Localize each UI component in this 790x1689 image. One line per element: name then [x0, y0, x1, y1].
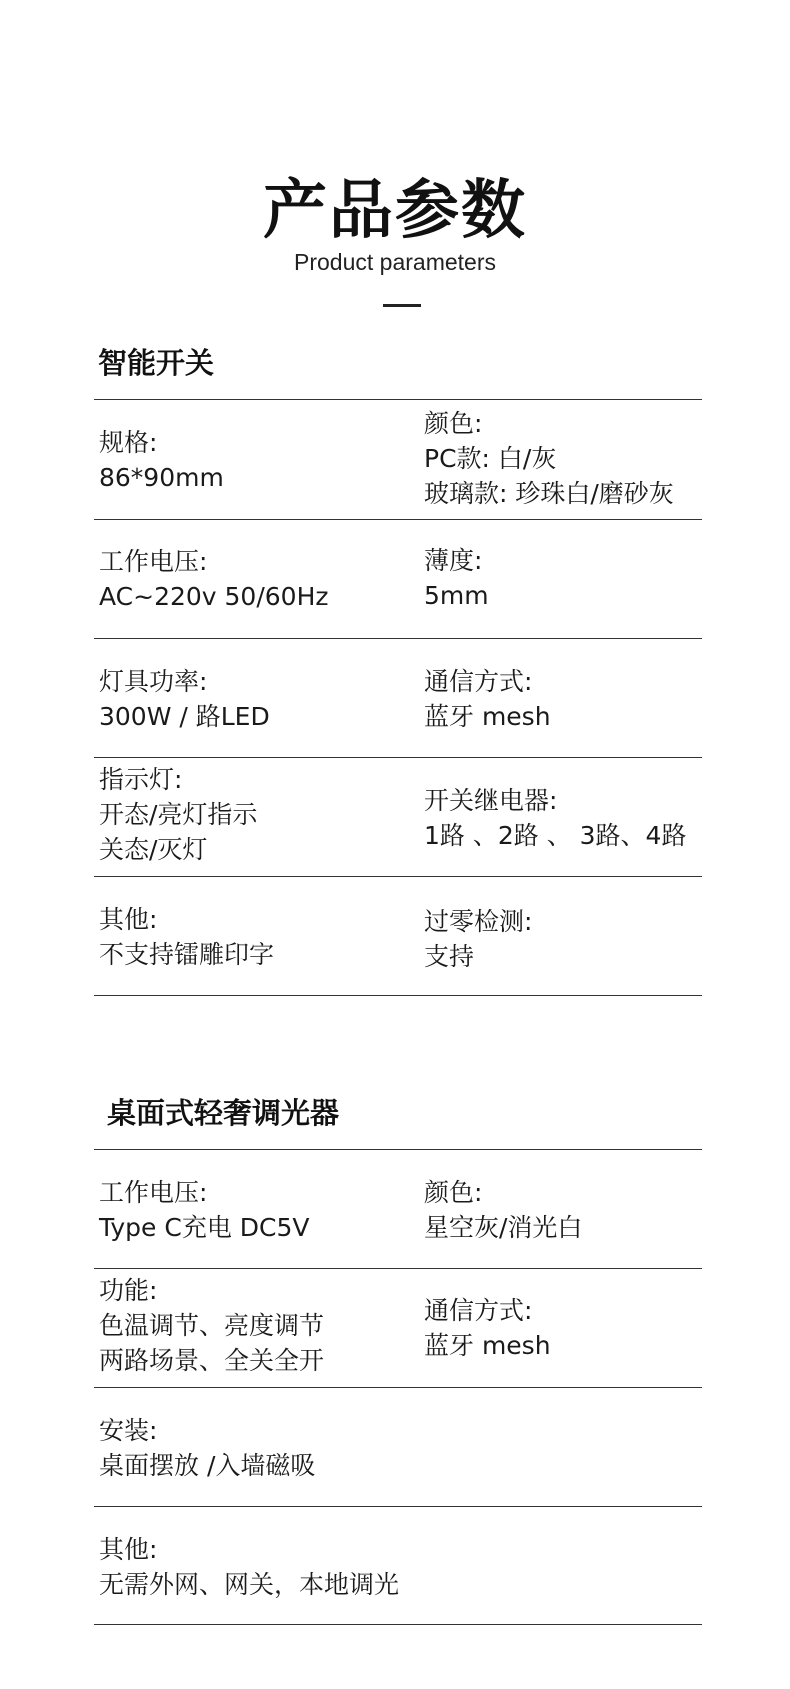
page-title: 产品参数	[263, 174, 527, 248]
spec-value: 关态/灭灯	[99, 835, 208, 864]
spec-label: 其他:	[99, 1535, 158, 1564]
table-divider	[94, 995, 702, 996]
spec-label: 其他:	[99, 905, 158, 934]
spec-cell	[99, 762, 257, 867]
spec-value: 300W / 路LED	[99, 702, 270, 731]
spec-value: 开态/亮灯指示	[99, 800, 258, 829]
spec-value: 蓝牙 mesh	[424, 702, 551, 731]
spec-cell	[99, 1175, 310, 1245]
spec-label: 规格:	[99, 428, 158, 457]
spec-value: 1路 、2路 、 3路、4路	[424, 821, 687, 850]
section-heading-smart-switch: 智能开关	[98, 346, 215, 380]
spec-cell	[424, 783, 686, 853]
spec-value: 玻璃款: 珍珠白/磨砂灰	[424, 479, 674, 508]
spec-cell	[99, 544, 329, 614]
spec-value: 86*90mm	[99, 463, 224, 492]
spec-label: 颜色:	[424, 1178, 483, 1207]
title-divider	[383, 304, 421, 307]
spec-value: 桌面摆放 /入墙磁吸	[99, 1451, 316, 1480]
table-divider	[94, 1506, 702, 1507]
spec-label: 安装:	[99, 1416, 158, 1445]
table-divider	[94, 1268, 702, 1269]
spec-value: 不支持镭雕印字	[99, 940, 275, 969]
spec-value: Type C充电 DC5V	[99, 1213, 310, 1242]
spec-value: 星空灰/消光白	[424, 1213, 583, 1242]
table-divider	[94, 1149, 702, 1150]
spec-cell	[424, 406, 674, 511]
spec-cell	[99, 1413, 315, 1483]
spec-label: 指示灯:	[99, 765, 183, 794]
spec-label: 功能:	[99, 1276, 158, 1305]
spec-cell	[424, 664, 551, 734]
spec-cell	[99, 1273, 324, 1378]
spec-cell	[424, 904, 532, 974]
spec-cell	[424, 1175, 582, 1245]
table-divider	[94, 638, 702, 639]
table-divider	[94, 757, 702, 758]
spec-label: 工作电压:	[99, 547, 208, 576]
table-divider	[94, 1624, 702, 1625]
spec-value: 支持	[424, 942, 475, 971]
spec-cell	[424, 1293, 551, 1363]
page-subtitle: Product parameters	[294, 249, 496, 275]
spec-value: 两路场景、全关全开	[99, 1346, 325, 1375]
spec-label: 颜色:	[424, 409, 483, 438]
spec-value: AC~220v 50/60Hz	[99, 582, 329, 611]
spec-value: 无需外网、网关，本地调光	[99, 1570, 400, 1599]
spec-label: 通信方式:	[424, 667, 533, 696]
spec-cell	[99, 902, 274, 972]
spec-value: 蓝牙 mesh	[424, 1331, 551, 1360]
spec-cell	[424, 543, 489, 613]
spec-value: 5mm	[424, 581, 489, 610]
table-divider	[94, 1387, 702, 1388]
spec-label: 过零检测:	[424, 907, 533, 936]
table-divider	[94, 519, 702, 520]
table-divider	[94, 399, 702, 400]
table-divider	[94, 876, 702, 877]
spec-value: PC款: 白/灰	[424, 444, 557, 473]
spec-cell	[99, 664, 270, 734]
spec-cell	[99, 1532, 399, 1602]
spec-cell	[99, 425, 224, 495]
spec-label: 工作电压:	[99, 1178, 208, 1207]
spec-value: 色温调节、亮度调节	[99, 1311, 325, 1340]
spec-label: 灯具功率:	[99, 667, 208, 696]
spec-label: 薄度:	[424, 546, 483, 575]
spec-label: 开关继电器:	[424, 786, 558, 815]
spec-label: 通信方式:	[424, 1296, 533, 1325]
section-heading-desktop-dimmer: 桌面式轻奢调光器	[107, 1096, 340, 1130]
